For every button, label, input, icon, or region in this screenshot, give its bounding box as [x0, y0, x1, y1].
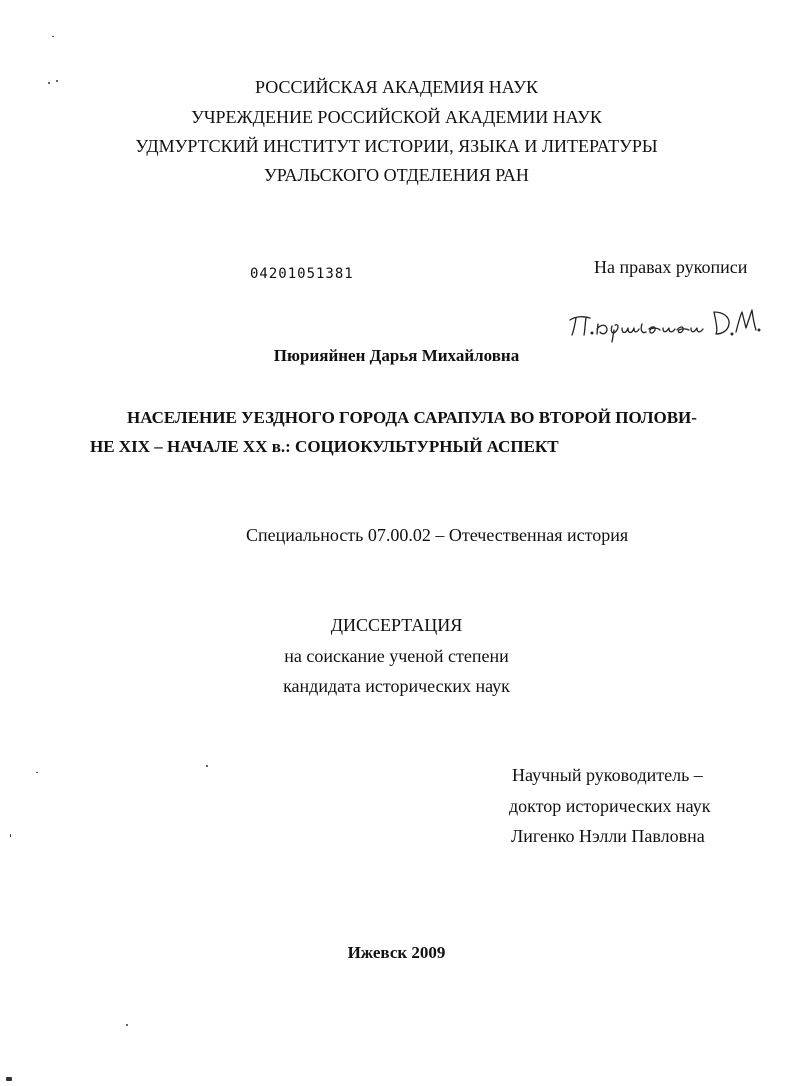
advisor-role: Научный руководитель – — [512, 765, 703, 785]
dissertation-field-line: кандидата исторических наук — [283, 676, 510, 696]
author-name: Пюрияйнен Дарья Михайловна — [273, 346, 520, 365]
title-line-2: НЕ XIX – НАЧАЛЕ XX в.: СОЦИОКУЛЬТУРНЫЙ АСПЕКТ — [90, 437, 559, 456]
scan-speck — [126, 1024, 128, 1026]
institution-line-4: УРАЛЬСКОГО ОТДЕЛЕНИЯ РАН — [264, 165, 529, 185]
advisor-degree: доктор исторических наук — [509, 796, 711, 816]
scan-speck — [6, 1077, 12, 1081]
scan-speck — [36, 772, 38, 773]
scan-speck — [10, 834, 11, 837]
handwritten-signature — [566, 302, 766, 344]
title-line-1: НАСЕЛЕНИЕ УЕЗДНОГО ГОРОДА САРАПУЛА ВО ВТОРОЙ ПОЛОВИ- — [127, 408, 697, 427]
scan-speck — [52, 36, 54, 37]
institution-line-2: УЧРЕЖДЕНИЕ РОССИЙСКОЙ АКАДЕМИИ НАУК — [191, 107, 602, 127]
specialty: Специальность 07.00.02 – Отечественная история — [246, 525, 629, 545]
scan-speck — [56, 80, 58, 82]
city-year: Ижевск 2009 — [347, 943, 446, 962]
scan-speck — [206, 765, 208, 767]
scan-speck — [48, 82, 50, 84]
manuscript-rights: На правах рукописи — [594, 257, 748, 277]
dissertation-heading: ДИССЕРТАЦИЯ — [330, 615, 463, 635]
institution-line-1: РОССИЙСКАЯ АКАДЕМИЯ НАУК — [255, 77, 538, 97]
dissertation-degree-line: на соискание ученой степени — [284, 646, 509, 666]
advisor-name: Лигенко Нэлли Павловна — [511, 826, 705, 846]
catalog-number: 04201051381 — [250, 266, 354, 282]
institution-line-3: УДМУРТСКИЙ ИНСТИТУТ ИСТОРИИ, ЯЗЫКА И ЛИТЕРАТУРЫ — [135, 136, 658, 156]
